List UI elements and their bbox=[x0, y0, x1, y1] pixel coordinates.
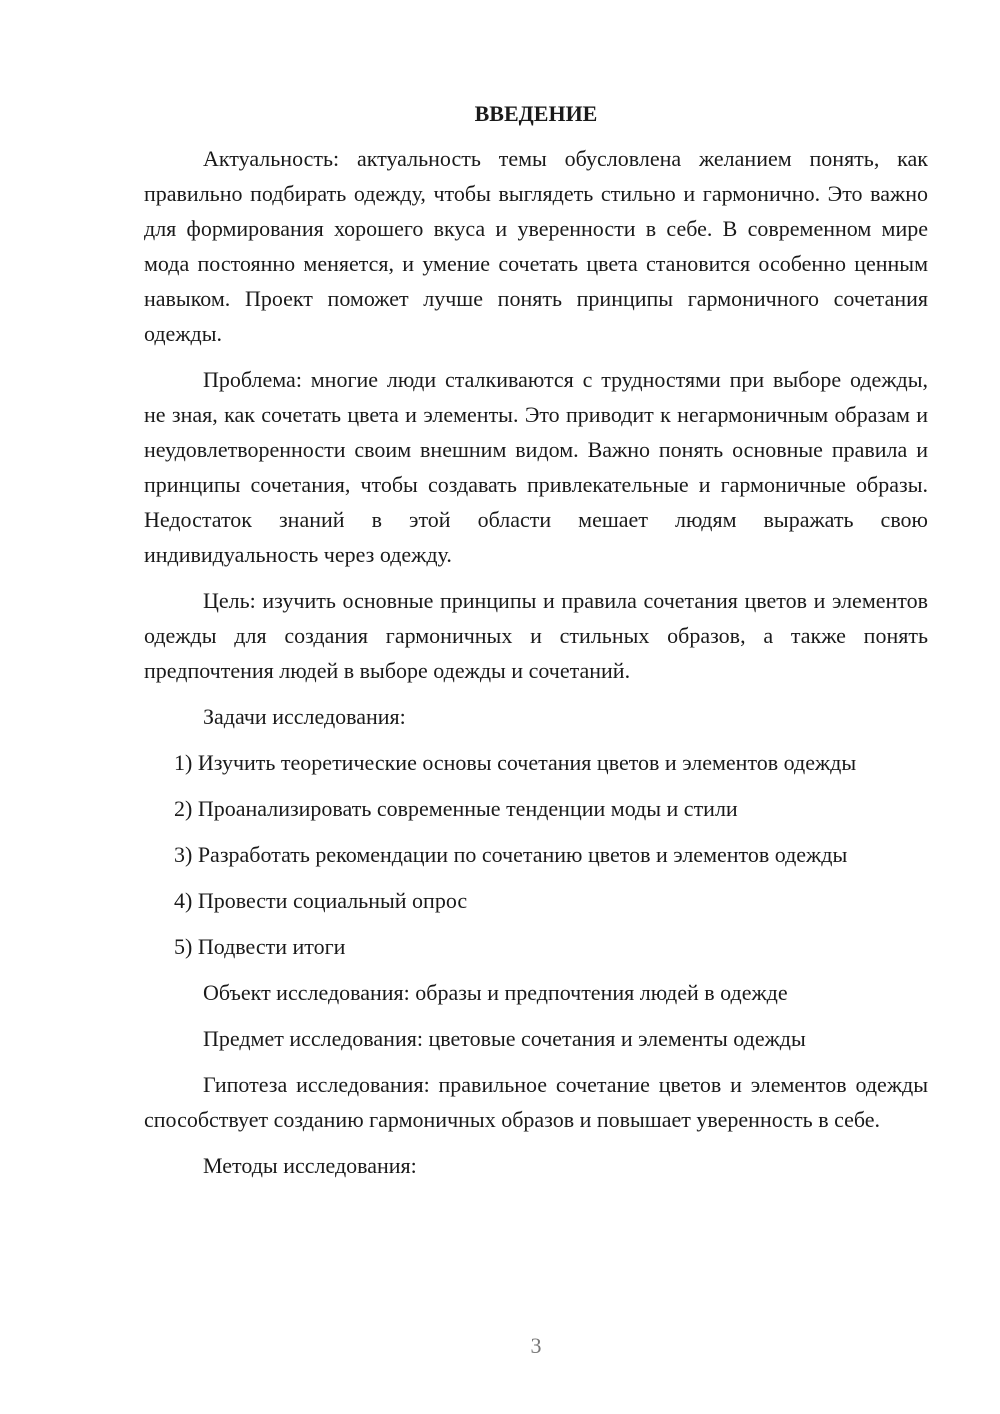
task-item: 1) Изучить теоретические основы сочетания цветов и элементов одежды bbox=[174, 750, 857, 775]
page-content bbox=[144, 96, 928, 1194]
paragraph-goal: Цель: изучить основные принципы и правила сочетания цветов и элементов одежды для создания гармоничных и стильных образов, а также понять предпочтения людей в выборе одежды и сочетаний. bbox=[144, 588, 928, 683]
paragraph-object: Объект исследования: образы и предпочтения людей в одежде bbox=[203, 980, 788, 1005]
task-item: 3) Разработать рекомендации по сочетанию цветов и элементов одежды bbox=[174, 842, 848, 867]
methods-heading: Методы исследования: bbox=[203, 1153, 417, 1178]
tasks-heading: Задачи исследования: bbox=[203, 704, 406, 729]
page-number: 3 bbox=[530, 1333, 542, 1358]
paragraph-relevance: Актуальность: актуальность темы обусловлена желанием понять, как правильно подбирать одежду, чтобы выглядеть стильно и гармонично. Это важно для формирования хорошего вкуса и уверенности в себе. В современном мире мода постоянно меняется, и умение сочетать цвета становится особенно ценным навыком. Проект поможет лучше понять принципы гармоничного сочетания одежды. bbox=[144, 146, 928, 346]
task-item: 5) Подвести итоги bbox=[174, 934, 346, 959]
task-item: 2) Проанализировать современные тенденции моды и стили bbox=[174, 796, 738, 821]
paragraph-hypothesis: Гипотеза исследования: правильное сочетание цветов и элементов одежды способствует созданию гармоничных образов и повышает уверенность в себе. bbox=[144, 1072, 928, 1132]
section-title: ВВЕДЕНИЕ bbox=[474, 101, 598, 126]
paragraph-problem: Проблема: многие люди сталкиваются с трудностями при выборе одежды, не зная, как сочетать цвета и элементы. Это приводит к негармоничным образам и неудовлетворенности своим внешним видом. Важно понять основные правила и принципы сочетания, чтобы создавать привлекательные и гармоничные образы. Недостаток знаний в этой области мешает людям выражать свою индивидуальность через одежду. bbox=[144, 367, 928, 567]
task-item: 4) Провести социальный опрос bbox=[174, 888, 468, 913]
paragraph-subject: Предмет исследования: цветовые сочетания и элементы одежды bbox=[203, 1026, 806, 1051]
